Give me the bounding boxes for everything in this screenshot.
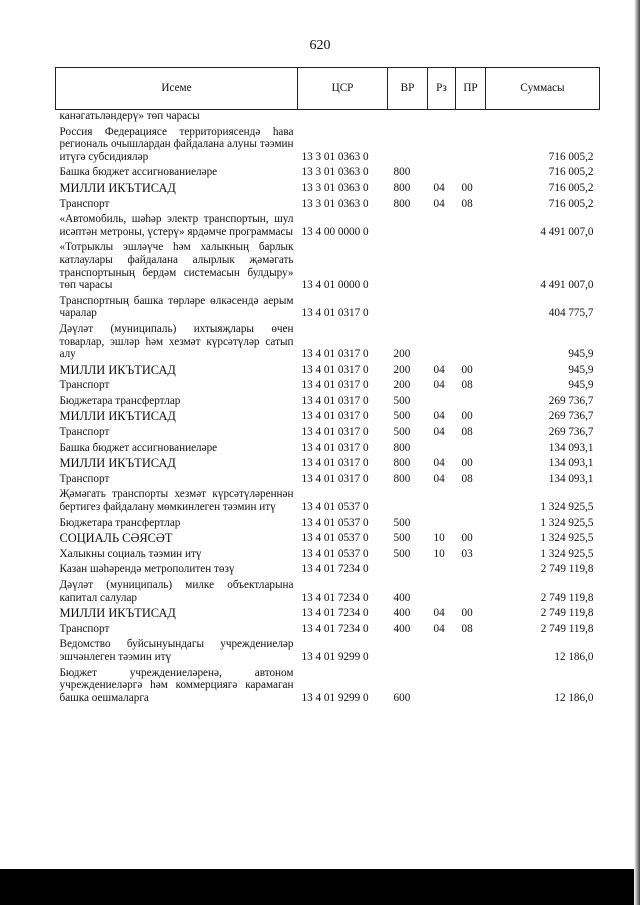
table-row bbox=[56, 487, 600, 515]
cell-name: Транспортның башка төрләре өлкәсендә аерым чаралар bbox=[59, 294, 294, 320]
cell-vr: 500 bbox=[393, 547, 411, 560]
cell-name: СОЦИАЛЬ СӘЯСӘТ bbox=[59, 531, 173, 546]
cell-sum: 269 736,7 bbox=[548, 410, 594, 423]
cell-vr: 500 bbox=[393, 532, 411, 545]
cell-pr: 08 bbox=[461, 379, 473, 392]
cell-sum: 945,9 bbox=[568, 348, 594, 361]
cell-pr bbox=[456, 165, 486, 181]
cell-sum: 716 005,2 bbox=[548, 166, 594, 179]
cell-name: Россия Федерациясе территориясендә һава региональ очышлардан файдалана алуны тәэмин итүгә субсидияләр bbox=[59, 125, 294, 163]
cell-csr: 13 4 00 0000 0 bbox=[301, 225, 369, 238]
cell-csr: 13 4 01 0537 0 bbox=[301, 547, 369, 560]
cell-vr bbox=[388, 125, 428, 166]
table-row bbox=[56, 322, 600, 363]
cell-pr: 03 bbox=[461, 547, 473, 560]
cell-name: МИЛЛИ ИКЪТИСАД bbox=[59, 606, 176, 621]
cell-vr: 200 bbox=[393, 363, 411, 376]
cell-rz bbox=[428, 516, 456, 532]
table-row bbox=[56, 666, 600, 707]
cell-csr: 13 4 01 7234 0 bbox=[301, 563, 369, 576]
table-row bbox=[56, 547, 600, 563]
cell-name: Ведомство буйсынуындагы учреждениеләр эшчәнлеген тәэмин итү bbox=[59, 638, 294, 663]
cell-csr: 13 4 01 9299 0 bbox=[301, 650, 369, 663]
cell-vr bbox=[388, 212, 428, 240]
cell-pr: 00 bbox=[461, 532, 473, 545]
cell-sum: 1 324 925,5 bbox=[540, 516, 594, 529]
cell-rz bbox=[428, 110, 456, 125]
cell-rz: 04 bbox=[433, 457, 445, 470]
cell-pr bbox=[456, 637, 486, 665]
table-row bbox=[56, 165, 600, 181]
budget-table bbox=[55, 67, 600, 706]
cell-sum bbox=[486, 110, 600, 125]
cell-vr: 800 bbox=[393, 441, 411, 454]
cell-sum: 716 005,2 bbox=[548, 150, 594, 163]
cell-vr: 500 bbox=[393, 394, 411, 407]
table-row bbox=[56, 472, 600, 488]
scan-bottom-edge bbox=[0, 869, 640, 905]
cell-csr: 13 4 01 0317 0 bbox=[301, 379, 369, 392]
cell-sum: 12 186,0 bbox=[554, 691, 594, 704]
cell-rz bbox=[428, 165, 456, 181]
cell-csr: 13 3 01 0363 0 bbox=[301, 166, 369, 179]
cell-rz: 10 bbox=[433, 532, 445, 545]
cell-csr: 13 4 01 0317 0 bbox=[301, 363, 369, 376]
cell-csr: 13 4 01 0537 0 bbox=[301, 516, 369, 529]
cell-rz bbox=[428, 125, 456, 166]
cell-rz bbox=[428, 240, 456, 293]
cell-vr bbox=[388, 487, 428, 515]
table-row bbox=[56, 409, 600, 425]
cell-pr bbox=[456, 240, 486, 293]
cell-sum: 12 186,0 bbox=[554, 650, 594, 663]
cell-csr: 13 4 01 0537 0 bbox=[301, 532, 369, 545]
cell-rz bbox=[428, 562, 456, 578]
cell-sum: 945,9 bbox=[568, 363, 594, 376]
cell-csr: 13 4 01 0317 0 bbox=[301, 426, 369, 439]
cell-csr: 13 4 01 0000 0 bbox=[301, 279, 369, 292]
cell-rz bbox=[428, 441, 456, 457]
scan-right-edge bbox=[634, 0, 640, 905]
cell-vr bbox=[388, 637, 428, 665]
cell-name: Транспорт bbox=[59, 622, 110, 635]
cell-vr: 200 bbox=[393, 379, 411, 392]
cell-csr: 13 4 01 0317 0 bbox=[301, 472, 369, 485]
cell-rz bbox=[428, 578, 456, 606]
cell-rz: 04 bbox=[433, 472, 445, 485]
cell-rz: 04 bbox=[433, 622, 445, 635]
cell-sum: 2 749 119,8 bbox=[540, 607, 594, 620]
cell-sum: 716 005,2 bbox=[548, 181, 594, 194]
cell-vr: 800 bbox=[393, 457, 411, 470]
cell-sum: 2 749 119,8 bbox=[540, 563, 594, 576]
header-csr: ЦСР bbox=[298, 68, 388, 110]
cell-rz bbox=[428, 666, 456, 707]
cell-vr: 400 bbox=[393, 622, 411, 635]
cell-csr: 13 4 01 0317 0 bbox=[301, 394, 369, 407]
cell-pr bbox=[456, 562, 486, 578]
cell-rz: 04 bbox=[433, 379, 445, 392]
table-row bbox=[56, 394, 600, 410]
header-sum: Суммасы bbox=[486, 68, 600, 110]
cell-pr bbox=[456, 110, 486, 125]
header-name: Исеме bbox=[56, 68, 298, 110]
cell-csr: 13 4 01 0537 0 bbox=[301, 501, 369, 514]
cell-name: канәгатьләндерү» төп чарасы bbox=[59, 110, 200, 122]
cell-pr bbox=[456, 212, 486, 240]
cell-sum: 1 324 925,5 bbox=[540, 501, 594, 514]
table-header bbox=[56, 68, 600, 110]
cell-sum: 269 736,7 bbox=[548, 426, 594, 439]
cell-rz bbox=[428, 637, 456, 665]
cell-sum: 4 491 007,0 bbox=[540, 279, 594, 292]
cell-vr bbox=[388, 562, 428, 578]
cell-sum: 269 736,7 bbox=[548, 394, 594, 407]
table-row bbox=[56, 531, 600, 547]
table-body bbox=[56, 110, 600, 707]
cell-sum: 2 749 119,8 bbox=[540, 622, 594, 635]
cell-csr: 13 3 01 0363 0 bbox=[301, 181, 369, 194]
cell-name: Транспорт bbox=[59, 472, 110, 485]
cell-sum: 134 093,1 bbox=[548, 457, 594, 470]
cell-name: «Автомобиль, шәһәр электр транспортын, шул исәптән метроны, үстерү» ярдәмче программасы bbox=[59, 213, 294, 238]
table-row bbox=[56, 622, 600, 638]
table-row bbox=[56, 197, 600, 213]
header-pr: ПР bbox=[456, 68, 486, 110]
table-row bbox=[56, 562, 600, 578]
table-row bbox=[56, 456, 600, 472]
cell-rz bbox=[428, 394, 456, 410]
cell-vr: 800 bbox=[393, 472, 411, 485]
cell-vr bbox=[388, 240, 428, 293]
cell-csr: 13 3 01 0363 0 bbox=[301, 150, 369, 163]
cell-vr: 500 bbox=[393, 410, 411, 423]
page-number: 620 bbox=[309, 38, 331, 53]
cell-vr bbox=[388, 294, 428, 322]
cell-rz: 04 bbox=[433, 363, 445, 376]
cell-pr: 00 bbox=[461, 607, 473, 620]
cell-name: МИЛЛИ ИКЪТИСАД bbox=[59, 362, 176, 377]
table-row bbox=[56, 240, 600, 293]
cell-csr: 13 4 01 0317 0 bbox=[301, 348, 369, 361]
cell-pr bbox=[456, 578, 486, 606]
cell-pr bbox=[456, 394, 486, 410]
cell-pr: 00 bbox=[461, 363, 473, 376]
cell-name: Башка бюджет ассигнованиеләре bbox=[59, 441, 218, 454]
cell-name: Җәмәгать транспорты хезмәт күрсәтүләреннән бертигез файдалану мөмкинлеген тәэмин итү bbox=[59, 488, 294, 514]
cell-pr bbox=[456, 666, 486, 707]
cell-pr bbox=[456, 516, 486, 532]
cell-vr: 800 bbox=[393, 181, 411, 194]
cell-rz: 04 bbox=[433, 410, 445, 423]
cell-sum: 1 324 925,5 bbox=[540, 547, 594, 560]
table-row bbox=[56, 425, 600, 441]
cell-pr: 08 bbox=[461, 197, 473, 210]
cell-pr: 00 bbox=[461, 457, 473, 470]
cell-name: Бюджетара трансфертлар bbox=[59, 394, 181, 407]
table-row bbox=[56, 125, 600, 166]
cell-name: МИЛЛИ ИКЪТИСАД bbox=[59, 456, 176, 471]
cell-pr: 08 bbox=[461, 622, 473, 635]
cell-pr bbox=[456, 441, 486, 457]
cell-vr: 200 bbox=[393, 348, 411, 361]
cell-name: «Тотрыклы эшләүче һәм халыкның барлык катлаулары файдалана алырлык җәмәгать транспортының бердәм системасын булдыру» төп чарасы bbox=[59, 241, 294, 292]
cell-sum: 4 491 007,0 bbox=[540, 225, 594, 238]
cell-name: МИЛЛИ ИКЪТИСАД bbox=[59, 409, 176, 424]
cell-pr: 00 bbox=[461, 181, 473, 194]
cell-name: Транспорт bbox=[59, 379, 110, 392]
table-row bbox=[56, 181, 600, 197]
cell-pr bbox=[456, 294, 486, 322]
cell-rz: 10 bbox=[433, 547, 445, 560]
cell-csr: 13 4 01 0317 0 bbox=[301, 410, 369, 423]
cell-csr: 13 4 01 0317 0 bbox=[301, 307, 369, 320]
cell-csr: 13 4 01 7234 0 bbox=[301, 591, 369, 604]
cell-csr: 13 4 01 7234 0 bbox=[301, 607, 369, 620]
header-rz: Рз bbox=[428, 68, 456, 110]
cell-name: Бюджетара трансфертлар bbox=[59, 516, 181, 529]
table-row bbox=[56, 637, 600, 665]
cell-name: Казан шәһәрендә метрополитен төзү bbox=[59, 563, 235, 576]
cell-pr: 08 bbox=[461, 472, 473, 485]
cell-sum: 404 775,7 bbox=[548, 307, 594, 320]
cell-pr bbox=[456, 487, 486, 515]
cell-name: Халыкны социаль тәэмин итү bbox=[59, 547, 202, 560]
cell-sum: 1 324 925,5 bbox=[540, 532, 594, 545]
cell-rz: 04 bbox=[433, 197, 445, 210]
cell-rz bbox=[428, 322, 456, 363]
table-row bbox=[56, 441, 600, 457]
cell-rz: 04 bbox=[433, 426, 445, 439]
cell-vr: 400 bbox=[393, 591, 411, 604]
cell-rz: 04 bbox=[433, 181, 445, 194]
cell-vr: 800 bbox=[393, 197, 411, 210]
cell-vr: 500 bbox=[393, 426, 411, 439]
cell-name: Дәүләт (муниципаль) ихтыяҗлары өчен товарлар, эшләр һәм хезмәт күрсәтүләр сатып алу bbox=[59, 322, 294, 361]
cell-name: Транспорт bbox=[59, 426, 110, 439]
cell-rz bbox=[428, 487, 456, 515]
cell-sum: 134 093,1 bbox=[548, 472, 594, 485]
cell-pr bbox=[456, 322, 486, 363]
cell-rz bbox=[428, 212, 456, 240]
cell-name: МИЛЛИ ИКЪТИСАД bbox=[59, 180, 176, 195]
header-vr: ВР bbox=[388, 68, 428, 110]
cell-pr bbox=[456, 125, 486, 166]
cell-sum: 2 749 119,8 bbox=[540, 591, 594, 604]
cell-pr: 00 bbox=[461, 410, 473, 423]
table-row bbox=[56, 578, 600, 606]
cell-vr: 800 bbox=[393, 166, 411, 179]
cell-name: Дәүләт (муниципаль) милке объектларына капитал салулар bbox=[59, 579, 294, 604]
cell-vr: 600 bbox=[393, 691, 411, 704]
cell-rz bbox=[428, 294, 456, 322]
cell-csr: 13 4 01 7234 0 bbox=[301, 622, 369, 635]
cell-name: Бюджет учреждениеләренә, автоном учреждениеләргә һәм коммерциягә карамаган башка оешмаларга bbox=[59, 666, 294, 704]
table-row bbox=[56, 294, 600, 322]
cell-pr: 08 bbox=[461, 426, 473, 439]
cell-sum: 945,9 bbox=[568, 379, 594, 392]
cell-rz: 04 bbox=[433, 607, 445, 620]
cell-csr: 13 4 01 9299 0 bbox=[301, 691, 369, 704]
table-row bbox=[56, 378, 600, 394]
table-row bbox=[56, 606, 600, 622]
cell-csr: 13 4 01 0317 0 bbox=[301, 441, 369, 454]
cell-csr bbox=[298, 110, 388, 125]
table-row bbox=[56, 363, 600, 379]
cell-vr: 500 bbox=[393, 516, 411, 529]
table-row bbox=[56, 212, 600, 240]
cell-csr: 13 4 01 0317 0 bbox=[301, 457, 369, 470]
cell-sum: 716 005,2 bbox=[548, 197, 594, 210]
cell-name: Транспорт bbox=[59, 197, 110, 210]
cell-name: Башка бюджет ассигнованиеләре bbox=[59, 166, 218, 179]
cell-csr: 13 3 01 0363 0 bbox=[301, 197, 369, 210]
cell-sum: 134 093,1 bbox=[548, 441, 594, 454]
cell-vr: 400 bbox=[393, 607, 411, 620]
cell-vr bbox=[388, 110, 428, 125]
table-row bbox=[56, 516, 600, 532]
table-row bbox=[56, 110, 600, 125]
